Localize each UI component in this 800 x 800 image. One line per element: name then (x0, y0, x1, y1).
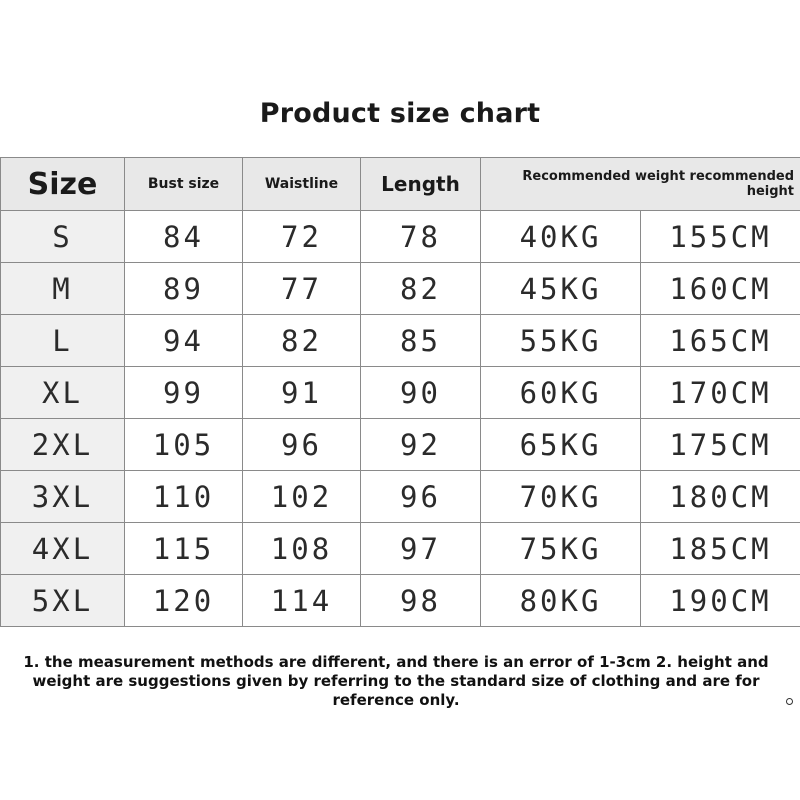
header-waistline: Waistline (243, 158, 361, 211)
bust-cell: 120 (125, 575, 243, 627)
waist-cell: 82 (243, 315, 361, 367)
height-cell: 190CM (641, 575, 800, 627)
bust-cell: 89 (125, 263, 243, 315)
length-cell: 82 (361, 263, 481, 315)
table-row (1, 575, 800, 627)
table-row (1, 471, 800, 523)
weight-cell: 55KG (481, 315, 641, 367)
bust-cell: 105 (125, 419, 243, 471)
header-bust-size: Bust size (125, 158, 243, 211)
table-row (1, 523, 800, 575)
bust-cell: 115 (125, 523, 243, 575)
table-row (1, 419, 800, 471)
weight-cell: 40KG (481, 211, 641, 263)
height-cell: 165CM (641, 315, 800, 367)
height-cell: 185CM (641, 523, 800, 575)
length-cell: 97 (361, 523, 481, 575)
table-header-row (1, 158, 800, 211)
size-cell-label: 2XL (1, 419, 125, 471)
header-recommended-weight-height: Recommended weight recommended height (481, 158, 800, 211)
height-cell: 180CM (641, 471, 800, 523)
weight-cell: 75KG (481, 523, 641, 575)
size-cell-label: 4XL (1, 523, 125, 575)
length-cell: 96 (361, 471, 481, 523)
table-row (1, 263, 800, 315)
decorative-dot (786, 698, 793, 705)
waist-cell: 108 (243, 523, 361, 575)
length-cell: 90 (361, 367, 481, 419)
height-cell: 160CM (641, 263, 800, 315)
waist-cell: 102 (243, 471, 361, 523)
bust-cell: 99 (125, 367, 243, 419)
weight-cell: 80KG (481, 575, 641, 627)
size-cell-label: 3XL (1, 471, 125, 523)
waist-cell: 72 (243, 211, 361, 263)
size-cell-label: XL (1, 367, 125, 419)
bust-cell: 84 (125, 211, 243, 263)
table-row (1, 315, 800, 367)
height-cell: 175CM (641, 419, 800, 471)
size-cell-label: L (1, 315, 125, 367)
header-length: Length (361, 158, 481, 211)
header-size: Size (1, 158, 125, 211)
measurement-note: 1. the measurement methods are different, and there is an error of 1-3cm 2. height and weight are suggestions given by referring to the standard size of clothing and are for reference only. (23, 653, 769, 709)
weight-cell: 45KG (481, 263, 641, 315)
waist-cell: 77 (243, 263, 361, 315)
weight-cell: 60KG (481, 367, 641, 419)
page-title: Product size chart (259, 98, 541, 129)
weight-cell: 70KG (481, 471, 641, 523)
height-cell: 155CM (641, 211, 800, 263)
table-row (1, 211, 800, 263)
size-cell-label: S (1, 211, 125, 263)
length-cell: 78 (361, 211, 481, 263)
weight-cell: 65KG (481, 419, 641, 471)
waist-cell: 91 (243, 367, 361, 419)
length-cell: 98 (361, 575, 481, 627)
table-row (1, 367, 800, 419)
size-cell-label: 5XL (1, 575, 125, 627)
waist-cell: 96 (243, 419, 361, 471)
size-cell-label: M (1, 263, 125, 315)
bust-cell: 94 (125, 315, 243, 367)
length-cell: 85 (361, 315, 481, 367)
length-cell: 92 (361, 419, 481, 471)
bust-cell: 110 (125, 471, 243, 523)
size-chart-table (0, 157, 800, 627)
height-cell: 170CM (641, 367, 800, 419)
waist-cell: 114 (243, 575, 361, 627)
